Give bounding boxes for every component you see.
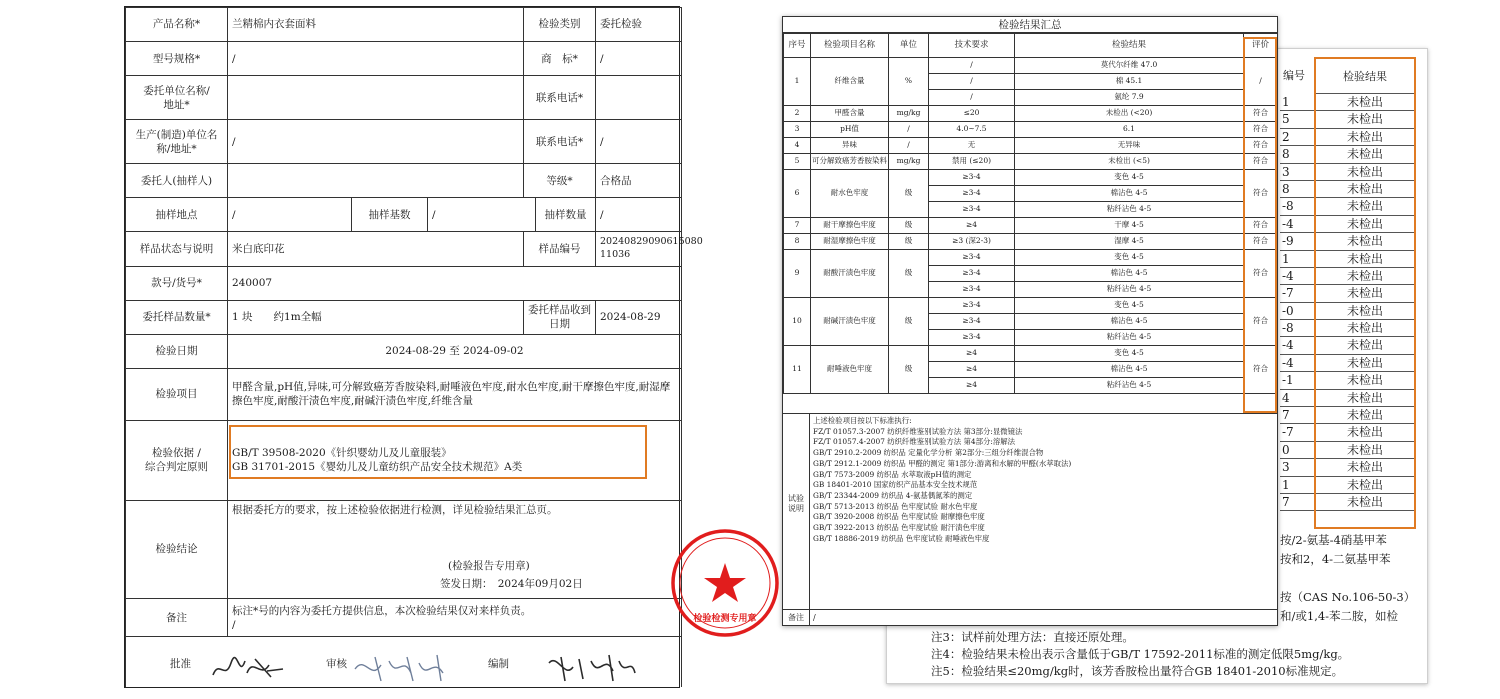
label-manufacturer-phone: 联系电话* [524, 120, 596, 164]
back-number-cell: -1 [1280, 372, 1314, 389]
header-requirement: 技术要求 [929, 34, 1015, 58]
item-requirement: 4.0~7.5 [929, 122, 1015, 138]
value-model: / [228, 42, 524, 76]
item-result: 棉沾色 4-5 [1015, 314, 1244, 330]
item-result: 未检出 (<20) [1015, 106, 1244, 122]
summary-row [784, 250, 1278, 266]
label-trademark: 商 标* [524, 42, 596, 76]
item-requirement: 无 [929, 138, 1015, 154]
back-number-cell: -4 [1280, 355, 1314, 372]
label-sampling-place: 抽样地点 [126, 198, 228, 232]
back-col-number-header: 编号 [1283, 69, 1305, 82]
back-number-cell: -4 [1280, 216, 1314, 233]
back-number-cell: -8 [1280, 320, 1314, 337]
item-result: 粘纤沾色 4-5 [1015, 378, 1244, 394]
method-line: GB 18401-2010 国家纺织产品基本安全技术规范 [813, 480, 978, 490]
item-evaluation: 符合 [1244, 234, 1278, 250]
item-result: 变色 4-5 [1015, 170, 1244, 186]
value-product-name: 兰精棉内衣套面料 [228, 8, 524, 42]
item-name: 耐唾液色牢度 [811, 346, 889, 394]
item-unit: 级 [889, 346, 929, 394]
back-number-cell: 2 [1280, 129, 1314, 146]
item-number: 3 [784, 122, 811, 138]
back-number-cell: 3 [1280, 459, 1314, 476]
label-sampling-qty: 抽样数量 [536, 198, 596, 232]
summary-row [784, 234, 1278, 250]
item-requirement: ≥3-4 [929, 202, 1015, 218]
method-line: GB/T 18886-2019 纺织品 色牢度试验 耐唾液色牢度 [813, 533, 990, 543]
row-model [126, 42, 682, 76]
item-number: 5 [784, 154, 811, 170]
back-number-cell: -7 [1280, 424, 1314, 441]
back-number-cell: 1 [1280, 251, 1314, 268]
back-number-cell: 5 [1280, 111, 1314, 128]
back-result-cell: 未检出 [1316, 424, 1414, 441]
item-unit: % [889, 58, 929, 106]
summary-row [784, 58, 1278, 74]
item-requirement: 禁用 (≤20) [929, 154, 1015, 170]
item-result: 棉沾色 4-5 [1015, 266, 1244, 282]
summary-row [784, 122, 1278, 138]
method-line: FZ/T 01057.4-2007 纺织纤维鉴别试验方法 第4部分:溶解法 [813, 437, 1016, 447]
basis-highlight-box [229, 425, 647, 479]
item-evaluation: 符合 [1244, 218, 1278, 234]
summary-remark-value: / [813, 613, 816, 622]
header-no: 序号 [784, 34, 811, 58]
item-number: 4 [784, 138, 811, 154]
back-note-line: 注4：检验结果未检出表示含量低于GB/T 17592-2011标准的测定低限5mg/kg。 [931, 647, 1350, 661]
method-line: 上述检验项目按以下标准执行: [813, 416, 912, 425]
value-manufacturer: / [228, 120, 524, 164]
method-line: GB/T 7573-2009 纺织品 水萃取液pH值的测定 [813, 469, 972, 479]
back-number-cell: 3 [1280, 164, 1314, 181]
summary-row [784, 218, 1278, 234]
item-requirement: ≥3-4 [929, 314, 1015, 330]
back-number-cell: 1 [1280, 94, 1314, 111]
back-tail-line: 和/或1,4-苯二胺，如检 [1280, 609, 1399, 623]
value-received-date: 2024-08-29 [596, 300, 682, 334]
item-unit: mg/kg [889, 106, 929, 122]
back-tail-line: 按和2，4-二氨基甲苯 [1280, 552, 1391, 566]
back-note-line: 注3：试样前处理方法：直接还原处理。 [931, 630, 1134, 644]
method-line: FZ/T 01057.3-2007 纺织纤维鉴别试验方法 第3部分:显微镜法 [813, 426, 1023, 436]
item-name: 耐酸汗渍色牢度 [811, 250, 889, 298]
item-result: 变色 4-5 [1015, 298, 1244, 314]
back-result-cell: 未检出 [1316, 390, 1414, 407]
label-grade: 等级* [524, 164, 596, 198]
label-inspection-date: 检验日期 [126, 334, 228, 368]
back-number-column [1280, 94, 1314, 511]
value-grade: 合格品 [596, 164, 682, 198]
summary-sheet [782, 16, 1278, 626]
back-tail-text [1280, 531, 1420, 626]
row-inspection-items [126, 368, 682, 420]
back-number-cell: 0 [1280, 442, 1314, 459]
value-sampling-place: / [228, 198, 352, 232]
item-result: 棉 45.1 [1015, 74, 1244, 90]
item-requirement: ≥4 [929, 346, 1015, 362]
item-evaluation: 符合 [1244, 154, 1278, 170]
item-name: 耐碱汗渍色牢度 [811, 298, 889, 346]
back-result-cell: 未检出 [1316, 94, 1414, 111]
signature-cell [126, 637, 682, 687]
label-basis: 检验依据 / 综合判定原则 [126, 420, 228, 500]
item-number: 1 [784, 58, 811, 106]
item-unit: mg/kg [889, 154, 929, 170]
back-result-cell: 未检出 [1316, 355, 1414, 372]
item-name: 可分解致癌芳香胺染料 [811, 154, 889, 170]
item-requirement: ≥3-4 [929, 266, 1015, 282]
official-seal [669, 527, 781, 639]
value-conclusion-cell [228, 500, 682, 598]
label-sampler: 委托人(抽样人) [126, 164, 228, 198]
label-sampling-base: 抽样基数 [352, 198, 428, 232]
back-tail-line [1280, 569, 1420, 588]
item-name: 纤维含量 [811, 58, 889, 106]
stamp-note: (检验报告专用章) [448, 560, 530, 573]
back-result-cell: 未检出 [1316, 146, 1414, 163]
row-client [126, 76, 682, 120]
item-result: 无异味 [1015, 138, 1244, 154]
back-number-cell: 1 [1280, 477, 1314, 494]
issue-date: 签发日期： 2024年09月02日 [440, 578, 583, 591]
row-sample-quantity [126, 300, 682, 334]
back-result-cell: 未检出 [1316, 268, 1414, 285]
back-number-cell: 8 [1280, 146, 1314, 163]
back-col-result-header: 检验结果 [1316, 59, 1414, 94]
item-evaluation: 符合 [1244, 250, 1278, 298]
report-table [125, 7, 703, 687]
item-result: 粘纤沾色 4-5 [1015, 282, 1244, 298]
seal-text: 检验检测专用章 [693, 614, 757, 624]
item-evaluation: / [1244, 58, 1278, 106]
summary-row [784, 170, 1278, 186]
item-result: 莫代尔纤维 47.0 [1015, 58, 1244, 74]
method-line: GB/T 3922-2013 纺织品 色牢度试验 耐汗渍色牢度 [813, 523, 985, 533]
item-name: 耐水色牢度 [811, 170, 889, 218]
header-result: 检验结果 [1015, 34, 1244, 58]
back-result-cell: 未检出 [1316, 477, 1414, 494]
back-result-cell: 未检出 [1316, 459, 1414, 476]
summary-row [784, 346, 1278, 362]
item-unit: 级 [889, 250, 929, 298]
label-inspection-items: 检验项目 [126, 368, 228, 420]
method-line: GB/T 2910.2-2009 纺织品 定量化学分析 第2部分:三组分纤维混合物 [813, 448, 1044, 458]
value-sampling-qty: / [596, 198, 682, 232]
item-result: 未检出 (<5) [1015, 154, 1244, 170]
item-number: 6 [784, 170, 811, 218]
item-result: 棉沾色 4-5 [1015, 362, 1244, 378]
value-remark: 标注*号的内容为委托方提供信息，本次检验结果仅对来样负责。 / [228, 599, 682, 637]
back-tail-line: 按（CAS No.106-50-3） [1280, 590, 1416, 604]
item-result: 变色 4-5 [1015, 346, 1244, 362]
row-conclusion [126, 500, 682, 598]
method-line: GB/T 5713-2013 纺织品 色牢度试验 耐水色牢度 [813, 501, 978, 511]
item-unit: / [889, 122, 929, 138]
item-name: 甲醛含量 [811, 106, 889, 122]
row-remark [126, 599, 682, 637]
label-manufacturer: 生产(制造)单位名 称/地址* [126, 120, 228, 164]
value-sampler [228, 164, 524, 198]
item-unit: 级 [889, 170, 929, 218]
inspection-report-page [124, 6, 757, 688]
method-section [783, 413, 1277, 609]
value-trademark: / [596, 42, 682, 76]
back-result-cell: 未检出 [1316, 216, 1414, 233]
label-product-name: 产品名称* [126, 8, 228, 42]
label-style-number: 款号/货号* [126, 266, 228, 300]
back-result-cell: 未检出 [1316, 111, 1414, 128]
item-requirement: ≥3-4 [929, 282, 1015, 298]
item-number: 9 [784, 250, 811, 298]
item-requirement: ≥3-4 [929, 330, 1015, 346]
summary-header-row [784, 34, 1278, 58]
back-number-cell: -8 [1280, 198, 1314, 215]
back-number-cell: -9 [1280, 233, 1314, 250]
item-requirement: ≥3-4 [929, 250, 1015, 266]
back-result-cell: 未检出 [1316, 303, 1414, 320]
value-sampling-base: / [428, 198, 536, 232]
back-result-cell: 未检出 [1316, 129, 1414, 146]
method-line: GB/T 3920-2008 纺织品 色牢度试验 耐摩擦色牢度 [813, 512, 985, 522]
item-result: 棉沾色 4-5 [1015, 186, 1244, 202]
item-result: 6.1 [1015, 122, 1244, 138]
row-inspection-date [126, 334, 682, 368]
back-result-cell: 未检出 [1316, 164, 1414, 181]
item-name: 耐湿摩擦色牢度 [811, 234, 889, 250]
back-result-cell: 未检出 [1316, 198, 1414, 215]
label-conclusion: 检验结论 [126, 500, 228, 598]
value-client-phone [596, 76, 682, 120]
header-unit: 单位 [889, 34, 929, 58]
label-client: 委托单位名称/ 地址* [126, 76, 228, 120]
item-evaluation: 符合 [1244, 122, 1278, 138]
back-result-cell: 未检出 [1316, 320, 1414, 337]
summary-row [784, 298, 1278, 314]
back-result-cell: 未检出 [1316, 442, 1414, 459]
summary-title: 检验结果汇总 [783, 17, 1277, 33]
label-sample-number: 样品编号 [524, 232, 596, 266]
item-number: 2 [784, 106, 811, 122]
back-number-cell: 7 [1280, 407, 1314, 424]
review-label: 审核 [326, 658, 347, 671]
item-number: 11 [784, 346, 811, 394]
item-unit: 级 [889, 218, 929, 234]
back-result-cell: 未检出 [1316, 372, 1414, 389]
back-result-cell: 未检出 [1316, 407, 1414, 424]
label-remark: 备注 [126, 599, 228, 637]
item-requirement: ≥4 [929, 378, 1015, 394]
method-line: GB/T 23344-2009 纺织品 4-氨基偶氮苯的测定 [813, 490, 973, 500]
item-name: 异味 [811, 138, 889, 154]
back-tail-line: 按/2-氨基-4硝基甲苯 [1280, 533, 1387, 547]
value-inspection-date: 2024-08-29 至 2024-09-02 [228, 334, 682, 368]
back-result-cell: 未检出 [1316, 181, 1414, 198]
item-unit: 级 [889, 298, 929, 346]
row-style-number [126, 266, 682, 300]
label-received-date: 委托样品收到日期 [524, 300, 596, 334]
approve-label: 批准 [170, 658, 191, 671]
item-evaluation: 符合 [1244, 170, 1278, 218]
back-number-cell: -4 [1280, 337, 1314, 354]
item-name: pH值 [811, 122, 889, 138]
back-result-cell: 未检出 [1316, 233, 1414, 250]
item-requirement: / [929, 74, 1015, 90]
back-number-cell: 8 [1280, 181, 1314, 198]
item-result: 氨纶 7.9 [1015, 90, 1244, 106]
item-requirement: ≥3-4 [929, 298, 1015, 314]
summary-table [783, 33, 1278, 394]
value-inspection-type: 委托检验 [596, 8, 682, 42]
back-results-column [1314, 57, 1416, 529]
value-client [228, 76, 524, 120]
row-manufacturer [126, 120, 682, 164]
label-inspection-type: 检验类别 [524, 8, 596, 42]
value-style-number: 240007 [228, 266, 682, 300]
item-evaluation: 符合 [1244, 138, 1278, 154]
summary-row [784, 138, 1278, 154]
back-results-cells [1316, 94, 1414, 511]
back-result-cell: 未检出 [1316, 494, 1414, 511]
item-requirement: ≥4 [929, 362, 1015, 378]
value-sample-number: 20240829090615080​11036 [596, 232, 682, 266]
value-sample-status: 米白底印花 [228, 232, 524, 266]
row-signatures [126, 637, 682, 687]
back-number-cell: -7 [1280, 285, 1314, 302]
summary-body [784, 58, 1278, 394]
value-basis: GB/T 39508-2020《针织婴幼儿及儿童服装》 GB 31701-2015《婴幼儿及儿童纺织产品安全技术规范》A类 [228, 420, 682, 500]
label-client-phone: 联系电话* [524, 76, 596, 120]
summary-row [784, 106, 1278, 122]
item-evaluation: 符合 [1244, 298, 1278, 346]
label-model: 型号规格* [126, 42, 228, 76]
back-result-cell: 未检出 [1316, 285, 1414, 302]
row-product-name [126, 8, 682, 42]
item-evaluation: 符合 [1244, 106, 1278, 122]
summary-remark-row [783, 609, 1277, 625]
value-sample-quantity: 1 块 约1m全幅 [228, 300, 524, 334]
item-requirement: ≥3-4 [929, 186, 1015, 202]
item-requirement: ≥4 [929, 218, 1015, 234]
back-number-cell: -0 [1280, 303, 1314, 320]
value-inspection-items: 甲醛含量,pH值,异味,可分解致癌芳香胺染料,耐唾液色牢度,耐水色牢度,耐干摩擦色牢度,耐湿摩擦色牢度,耐酸汗渍色牢度,耐碱汗渍色牢度,纤维含量 [228, 368, 682, 420]
method-label: 试验 说明 [783, 414, 810, 610]
item-requirement: ≤20 [929, 106, 1015, 122]
value-manufacturer-phone: / [596, 120, 682, 164]
item-requirement: / [929, 90, 1015, 106]
item-number: 10 [784, 298, 811, 346]
item-result: 干摩 4-5 [1015, 218, 1244, 234]
item-name: 耐干摩擦色牢度 [811, 218, 889, 234]
item-number: 8 [784, 234, 811, 250]
item-result: 湿摩 4-5 [1015, 234, 1244, 250]
item-evaluation: 符合 [1244, 346, 1278, 394]
back-number-cell: 7 [1280, 494, 1314, 511]
header-evaluation: 评价 [1244, 34, 1278, 58]
item-result: 变色 4-5 [1015, 250, 1244, 266]
method-list [813, 416, 1071, 544]
back-notes [931, 629, 1423, 680]
value-conclusion: 根据委托方的要求，按上述检验依据进行检测，详见检验结果汇总页。 [232, 503, 558, 516]
item-number: 7 [784, 218, 811, 234]
row-sampler [126, 164, 682, 198]
item-result: 粘纤沾色 4-5 [1015, 330, 1244, 346]
item-unit: / [889, 138, 929, 154]
header-item: 检验项目名称 [811, 34, 889, 58]
back-note-line: 注5：检验结果≤20mg/kg时，该芳香胺检出量符合GB 18401-2010标准规定。 [931, 664, 1344, 678]
label-sample-status: 样品状态与说明 [126, 232, 228, 266]
back-result-cell: 未检出 [1316, 251, 1414, 268]
back-result-cell: 未检出 [1316, 337, 1414, 354]
back-number-cell: -4 [1280, 268, 1314, 285]
back-number-cell: 4 [1280, 390, 1314, 407]
label-sample-quantity: 委托样品数量* [126, 300, 228, 334]
method-line: GB/T 2912.1-2009 纺织品 甲醛的测定 第1部分:游离和水解的甲醛(水萃取法) [813, 458, 1072, 468]
row-sampling [126, 198, 682, 232]
item-requirement: / [929, 58, 1015, 74]
compile-label: 编制 [488, 658, 509, 671]
item-result: 粘纤沾色 4-5 [1015, 202, 1244, 218]
summary-row [784, 154, 1278, 170]
item-requirement: ≥3-4 [929, 170, 1015, 186]
row-sample-status [126, 232, 682, 266]
item-unit: 级 [889, 234, 929, 250]
summary-remark-label: 备注 [783, 610, 810, 626]
item-requirement: ≥3 (深2-3) [929, 234, 1015, 250]
